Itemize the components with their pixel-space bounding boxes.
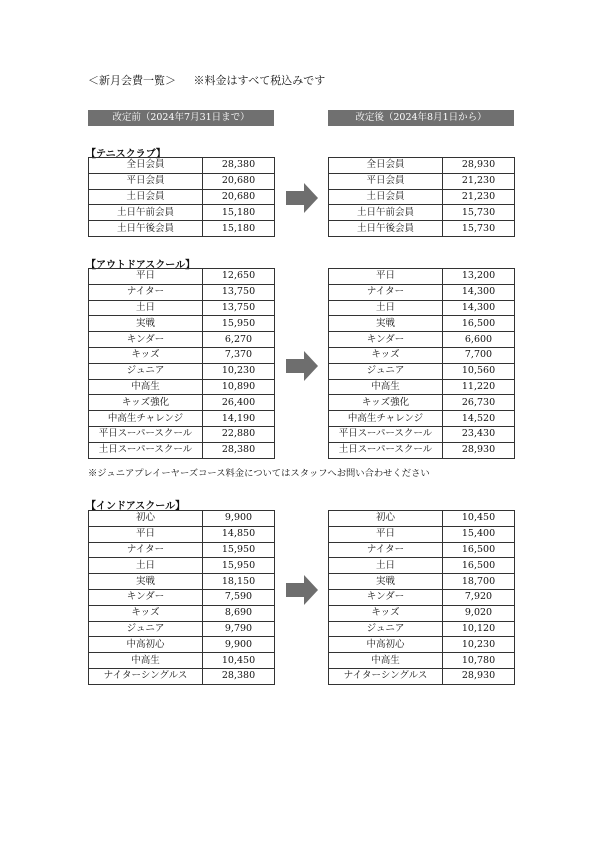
fee-row [89,637,275,653]
plan-price: 13,750 [203,284,275,300]
plan-price: 9,900 [203,637,275,653]
fee-row [89,411,275,427]
plan-name: 実戦 [329,574,443,590]
plan-name: キッズ [329,605,443,621]
plan-name: 土日 [89,558,203,574]
plan-price: 21,230 [443,189,515,205]
plan-price: 28,380 [203,668,275,684]
fee-row [329,284,515,300]
plan-name: 実戦 [329,316,443,332]
fee-row [329,158,515,174]
plan-name: 土日 [329,300,443,316]
plan-price: 16,500 [443,542,515,558]
plan-price: 15,400 [443,526,515,542]
plan-price: 10,230 [203,363,275,379]
fee-row [89,379,275,395]
indoor-after-table [328,510,515,685]
tennis-before-table [88,157,275,237]
plan-name: ジュニア [329,621,443,637]
fee-row [89,221,275,237]
plan-price: 15,950 [203,316,275,332]
plan-name: 中高初心 [89,637,203,653]
plan-name: ナイター [329,284,443,300]
plan-price: 28,380 [203,158,275,174]
plan-name: 全日会員 [89,158,203,174]
fee-row [89,511,275,527]
plan-price: 14,520 [443,411,515,427]
fee-row [89,653,275,669]
fee-row [89,426,275,442]
plan-price: 28,930 [443,442,515,458]
plan-name: キンダー [329,589,443,605]
section-title-indoor: 【インドアスクール】 [86,501,186,512]
plan-price: 10,230 [443,637,515,653]
plan-price: 26,730 [443,395,515,411]
plan-name: 土日午前会員 [89,205,203,221]
plan-price: 7,590 [203,589,275,605]
plan-name: キッズ [89,347,203,363]
right-arrow-icon [286,183,318,213]
plan-price: 10,560 [443,363,515,379]
plan-name: 中高生チャレンジ [89,411,203,427]
fee-row [329,205,515,221]
plan-price: 15,180 [203,221,275,237]
after-header: 改定後（2024年8月1日から） [328,110,514,126]
plan-name: 中高生 [329,653,443,669]
plan-name: キッズ強化 [329,395,443,411]
plan-name: 土日スーパースクール [89,442,203,458]
fee-row [329,426,515,442]
fee-row [329,589,515,605]
plan-name: 平日 [89,526,203,542]
plan-name: ナイター [329,542,443,558]
fee-row [329,605,515,621]
plan-name: 土日会員 [89,189,203,205]
plan-name: キンダー [89,332,203,348]
fee-row [329,300,515,316]
plan-name: 平日 [329,526,443,542]
tennis-after-table [328,157,515,237]
before-header: 改定前（2024年7月31日まで） [88,110,274,126]
fee-row [89,574,275,590]
fee-row [329,442,515,458]
plan-price: 14,300 [443,300,515,316]
plan-name: 平日会員 [89,173,203,189]
fee-row [89,526,275,542]
fee-row [89,542,275,558]
fee-row [89,158,275,174]
plan-price: 16,500 [443,558,515,574]
fee-row [89,621,275,637]
fee-row [89,316,275,332]
plan-name: 土日午後会員 [329,221,443,237]
plan-name: ナイター [89,542,203,558]
fee-row [329,558,515,574]
plan-price: 10,120 [443,621,515,637]
plan-price: 6,270 [203,332,275,348]
fee-row [329,621,515,637]
fee-row [329,668,515,684]
fee-row [329,542,515,558]
outdoor-after-table [328,268,515,459]
fee-row [329,173,515,189]
fee-row [329,332,515,348]
fee-row [89,332,275,348]
fee-row [89,173,275,189]
outdoor-before-table [88,268,275,459]
fee-row [329,316,515,332]
plan-price: 10,890 [203,379,275,395]
fee-row [89,363,275,379]
fee-row [329,347,515,363]
plan-name: キンダー [329,332,443,348]
plan-price: 23,430 [443,426,515,442]
plan-name: ナイターシングルス [329,668,443,684]
plan-name: 土日午後会員 [89,221,203,237]
plan-name: 中高生 [329,379,443,395]
plan-price: 15,950 [203,558,275,574]
junior-players-footnote: ※ジュニアプレイーヤーズコース料金についてはスタッフへお問い合わせください [88,468,430,479]
plan-price: 28,380 [203,442,275,458]
fee-row [329,189,515,205]
plan-price: 10,450 [203,653,275,669]
fee-row [329,221,515,237]
fee-row [329,395,515,411]
plan-name: 平日会員 [329,173,443,189]
plan-price: 20,680 [203,173,275,189]
plan-name: ナイターシングルス [89,668,203,684]
plan-price: 28,930 [443,668,515,684]
fee-row [329,379,515,395]
section-title-outdoor: 【アウトドアスクール】 [86,260,196,271]
plan-price: 13,750 [203,300,275,316]
plan-price: 15,950 [203,542,275,558]
plan-name: 土日午前会員 [329,205,443,221]
plan-price: 21,230 [443,173,515,189]
plan-name: 土日会員 [329,189,443,205]
plan-price: 7,920 [443,589,515,605]
indoor-before-table [88,510,275,685]
plan-name: 実戦 [89,316,203,332]
fee-row [89,284,275,300]
fee-row [329,653,515,669]
plan-price: 13,200 [443,269,515,285]
plan-price: 9,900 [203,511,275,527]
right-arrow-icon [286,575,318,605]
plan-price: 10,780 [443,653,515,669]
plan-name: 実戦 [89,574,203,590]
plan-name: キッズ強化 [89,395,203,411]
fee-row [89,605,275,621]
plan-price: 22,880 [203,426,275,442]
plan-name: キンダー [89,589,203,605]
fee-row [329,269,515,285]
plan-price: 6,600 [443,332,515,348]
plan-name: 初心 [329,511,443,527]
plan-price: 11,220 [443,379,515,395]
plan-name: キッズ [89,605,203,621]
plan-price: 15,730 [443,221,515,237]
fee-row [89,668,275,684]
plan-price: 10,450 [443,511,515,527]
fee-row [89,395,275,411]
plan-name: 中高生 [89,653,203,669]
plan-price: 9,020 [443,605,515,621]
plan-name: 土日スーパースクール [329,442,443,458]
plan-price: 7,370 [203,347,275,363]
fee-row [89,189,275,205]
plan-price: 7,700 [443,347,515,363]
fee-row [89,269,275,285]
fee-row [89,300,275,316]
plan-name: 土日 [329,558,443,574]
tax-note: ※料金はすべて税込みです [193,74,326,87]
plan-price: 12,650 [203,269,275,285]
plan-name: 中高生チャレンジ [329,411,443,427]
plan-price: 9,790 [203,621,275,637]
plan-price: 14,300 [443,284,515,300]
fee-row [89,558,275,574]
plan-name: ジュニア [329,363,443,379]
plan-name: 平日 [89,269,203,285]
fee-row [89,589,275,605]
plan-name: 初心 [89,511,203,527]
plan-price: 16,500 [443,316,515,332]
plan-name: 全日会員 [329,158,443,174]
plan-name: 平日スーパースクール [329,426,443,442]
plan-name: キッズ [329,347,443,363]
page-title [88,72,325,88]
plan-name: 土日 [89,300,203,316]
plan-price: 15,180 [203,205,275,221]
plan-name: 中高初心 [329,637,443,653]
section-title-tennis: 【テニスクラブ】 [86,149,166,160]
plan-price: 26,400 [203,395,275,411]
page-title-text: ＜新月会費一覧＞ [88,74,176,87]
plan-price: 18,150 [203,574,275,590]
fee-row [89,347,275,363]
plan-price: 20,680 [203,189,275,205]
plan-name: ナイター [89,284,203,300]
plan-price: 8,690 [203,605,275,621]
plan-name: 平日スーパースクール [89,426,203,442]
fee-row [329,411,515,427]
fee-row [89,205,275,221]
fee-row [89,442,275,458]
fee-row [329,363,515,379]
plan-name: 中高生 [89,379,203,395]
plan-price: 28,930 [443,158,515,174]
plan-price: 14,850 [203,526,275,542]
fee-row [329,574,515,590]
plan-price: 15,730 [443,205,515,221]
fee-row [329,526,515,542]
plan-name: ジュニア [89,621,203,637]
plan-name: ジュニア [89,363,203,379]
plan-price: 18,700 [443,574,515,590]
fee-row [329,637,515,653]
fee-row [329,511,515,527]
right-arrow-icon [286,351,318,381]
plan-price: 14,190 [203,411,275,427]
plan-name: 平日 [329,269,443,285]
